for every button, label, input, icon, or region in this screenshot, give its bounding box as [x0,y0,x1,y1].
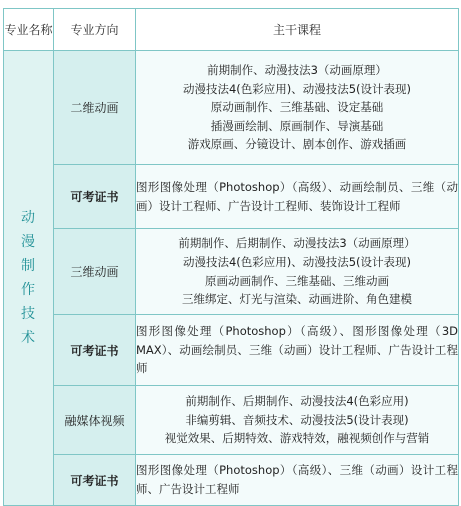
header-direction: 专业方向 [54,9,136,51]
direction-cell: 三维动画 [54,229,136,315]
course-line: 非编剪辑、音频技术、动漫技法5(设计表现) [185,412,409,427]
course-line: 视觉效果、后期特效、游戏特效，融视频创作与营销 [164,431,430,446]
certificate-label-cell: 可考证书 [54,455,136,506]
certificate-text: 图形图像处理（Photoshop）（高级）、动画绘制员、三维（动画）设计工程师、广告设计工程师、装饰设计工程师 [136,179,458,213]
table-row [4,51,459,165]
course-line: 原画动画制作、三维基础、三维动画 [205,273,389,288]
direction-cell: 二维动画 [54,51,136,165]
table-row [4,229,459,315]
table-row [4,315,459,386]
table-row [4,386,459,455]
certificate-list-cell [136,315,459,386]
major-name: 动漫制作技术 [21,210,36,346]
header-major: 专业名称 [4,9,54,51]
certificate-list-cell [136,165,459,229]
direction-cell: 融媒体视频 [54,386,136,455]
table-row [4,165,459,229]
course-line: 游戏原画、分镜设计、剧本创作、游戏插画 [187,137,407,152]
course-line: 前期制作、动漫技法3（动画原理） [207,63,387,78]
course-line: 前期制作、后期制作、动漫技法4(色彩应用) [185,394,409,409]
certificate-list-cell [136,455,459,506]
course-list-cell [136,229,459,315]
certificate-label-cell: 可考证书 [54,315,136,386]
certificate-text: 图形图像处理（Photoshop）（高级）、图形图像处理（3D MAX）、动画绘制员、三维（动画）设计工程师、广告设计工程师 [136,324,458,376]
major-name-cell [4,51,54,506]
course-line: 前期制作、后期制作、动漫技法3（动画原理） [178,236,416,251]
certificate-text: 图形图像处理（Photoshop）（高级）、三维（动画）设计工程师、广告设计工程师 [136,463,458,496]
certificate-label-cell: 可考证书 [54,165,136,229]
course-table [3,8,459,506]
course-line: 动漫技法4(色彩应用)、动漫技法5(设计表现) [182,254,412,269]
course-line: 动漫技法4(色彩应用)、动漫技法5(设计表现) [182,81,412,96]
course-line: 原动画制作、三维基础、设定基础 [210,100,384,115]
course-list-cell [136,51,459,165]
course-line: 插漫画绘制、原画制作、导演基础 [210,118,384,133]
header-courses: 主干课程 [136,9,459,51]
course-list-cell [136,386,459,455]
course-line: 三维绑定、灯光与渲染、动画进阶、角色建模 [182,292,412,307]
table-row [4,455,459,506]
table-header-row [4,9,459,51]
